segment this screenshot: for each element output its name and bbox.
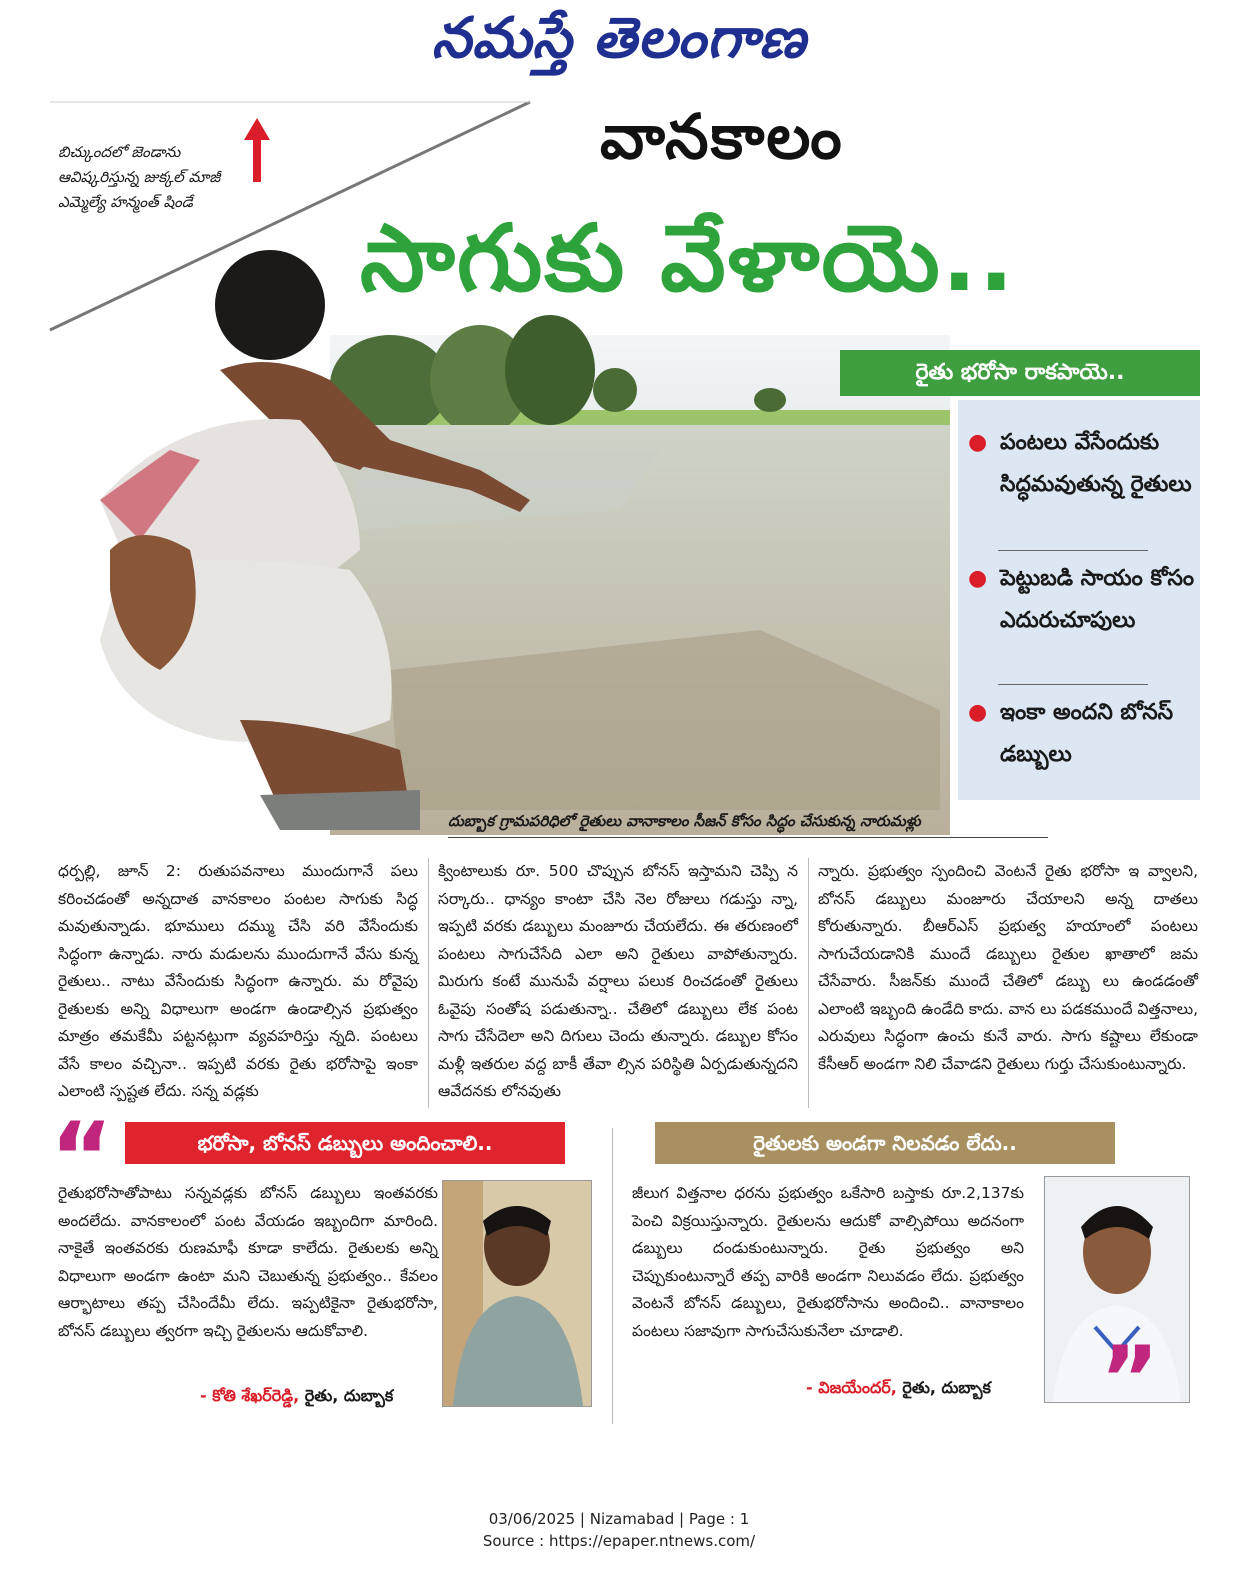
highlight-text: పంటలు వేసేందుకు సిద్ధమవుతున్న రైతులు [1000,430,1192,497]
article-column-2: క్వింటాలుకు రూ. 500 చొప్పున బోనస్ ఇస్తామని చెప్పి న సర్కారు.. ధాన్యం కాంటా చేసి నెల రోజులు గడుస్తు న్నా, ఇప్పటి వరకు డబ్బులు మంజూరు చేయలేదు. ఈ తరుణంలో పంటలు సాగుచేసేది ఎలా అని రైతులు వాపోతున్నారు. మిరుగు కంటే మునుపే వర్షాలు పలుక రించడంతో రైతులు ఓవైపు సంతోష పడుతున్నా.. చేతిలో డబ్బులు లేక పంట సాగు చేసేదెలా అని దిగులు చెందు తున్నారు. డబ్బుల కోసం మళ్లీ ఇతరుల వద్ద బాకీ తేవా ల్సిన పరిస్థితి ఏర్పడుతున్నదని ఆవేదనకు లోనవుతు [438,862,798,1100]
bullet-dot-icon: ● [968,430,988,455]
highlight-item [968,692,1196,776]
arrow-up-icon [242,118,272,182]
photo-caption: దుబ్బాక గ్రామపరిధిలో రైతులు వానాకాలం సీజన్ కోసం సిద్ధం చేసుకున్న నారుమళ్లు [448,812,1048,838]
highlight-item [968,558,1196,642]
quote1-heading: భరోసా, బోనస్ డబ్బులు అందించాలి.. [125,1122,565,1164]
quote1-byline [200,1386,393,1409]
farmer-portrait-1 [442,1180,592,1407]
bullet-dot-icon: ● [968,566,988,591]
highlights-box [958,400,1200,800]
quote2-byline-name: - విజయేందర్, [806,1378,897,1397]
column-divider [808,858,809,1108]
quote1-byline-role: రైతు, దుబ్బాక [299,1386,394,1405]
farmer-field-photo [60,250,950,835]
quote2-byline [806,1378,991,1401]
subhead-banner: రైతు భరోసా రాకపాయె.. [840,350,1200,396]
bullet-dot-icon: ● [968,700,988,725]
article-column-1: ధర్పల్లి, జూన్ 2: రుతుపవనాలు ముందుగానే పలు కరించడంతో అన్నదాత వానకాలం పంటల సాగుకు సిద్ధ మవుతున్నాడు. భూములు దమ్ము చేసి వరి వేసేందుకు సిద్ధంగా ఉన్నాడు. నారు మడులను ముందుగానే వేసు కున్న రైతులు.. నాటు వేసేందుకు సిద్ధంగా ఉన్నారు. మ రోవైపు రైతులకు అన్ని విధాలుగా అండగా ఉండాల్సిన ప్రభుత్వం మాత్రం తమకేమీ పట్టనట్లుగా వ్యవహరిస్తు న్నది. పంటలు వేసే కాలం వచ్చినా.. ఇప్పటి వరకు రైతు భరోసాపై ఇంకా ఎలాంటి స్పష్టత లేదు. సన్న వడ్లకు [58,862,418,1100]
highlight-text: ఇంకా అందని బోనస్ డబ్బులు [1000,700,1174,767]
quote2-byline-role: రైతు, దుబ్బాక [896,1378,991,1397]
headline-line-1: వానకాలం [600,100,844,173]
quote2-heading: రైతులకు అండగా నిలవడం లేదు.. [655,1122,1115,1164]
highlight-item [968,422,1196,506]
quote1-text: రైతుభరోసాతోపాటు సన్నవడ్లకు బోనస్ డబ్బులు ఇంతవరకు అందలేదు. వానకాలంలో పంట వేయడం ఇబ్బందిగా మారింది. నాకైతే ఇంతవరకు రుణమాఫీ కూడా కాలేదు. రైతులకు అన్ని విధాలుగా అండగా ఉంటా మని చెబుతున్న ప్రభుత్వం.. కేవలం ఆర్భాటాలు తప్ప చేసిందేమీ లేదు. ఇప్పటికైనా రైతుభరోసా, బోనస్ డబ్బులు త్వరగా ఇచ్చి రైతులను ఆదుకోవాలి. [58,1184,438,1340]
highlight-divider [998,684,1148,685]
newspaper-masthead: నమస్తే తెలంగాణ [431,6,807,71]
article-column-3: న్నారు. ప్రభుత్వం స్పందించి వెంటనే రైతు భరోసా ఇ వ్వాలని, బోనస్ డబ్బులు మంజూరు చేయాలని అన్న దాతలు కోరుతున్నారు. బీఆర్ఎస్ ప్రభుత్వ హయాంలో పంటలు సాగుచేయడానికి ముందే డబ్బులు రైతుల ఖాతాలో జమ చేసేవారు. సీజన్‌కు ముందే చేతిలో డబ్బు లు ఉండడంతో ఎలాంటి ఇబ్బంది ఉండేది కాదు. వాన లు పడకముందే విత్తనాలు, ఎరువులు సిద్ధంగా ఉంచు కునే వారు. సాగు కష్టాలు లేకుండా కేసీఆర్ అండగా నిలి చేవాడని రైతులు గుర్తు చేసుకుంటున్నారు. [818,862,1198,1073]
close-quote-icon: ” [1100,1327,1160,1432]
footer-date-edition: 03/06/2025 | Nizamabad | Page : 1 [488,1510,750,1528]
column-divider [428,858,429,1108]
quote1-byline-name: - కోతి శేఖర్‌రెడ్డి, [200,1386,300,1405]
open-quote-icon: “ [50,1102,114,1214]
quote-divider [612,1128,613,1424]
top-photo-caption: బిచ్కుందలో జెండాను ఆవిష్కరిస్తున్న జుక్కల్ మాజీ ఎమ్మెల్యే హన్మంత్ షిండే [58,143,221,211]
footer-source: Source : https://epaper.ntnews.com/ [482,1532,756,1550]
headline-line-2: సాగుకు వేళాయె.. [360,205,1016,312]
quote2-text: జీలుగ విత్తనాల ధరను ప్రభుత్వం ఒకేసారి బస్తాకు రూ.2,137కు పెంచి విక్రయిస్తున్నారు. రైతులను ఆదుకో వాల్సిపోయి అదనంగా డబ్బులు దండుకుంటున్నారు. రైతు ప్రభుత్వం అని చెప్పుకుంటున్నారే తప్ప వారికి అండగా నిలువడం లేదు. ప్రభుత్వం వెంటనే బోనస్ డబ్బులు, రైతుభరోసాను అందించి.. వానాకాలం పంటలు సజావుగా సాగుచేసుకునేలా చూడాలి. [632,1184,1024,1340]
highlight-text: పెట్టుబడి సాయం కోసం ఎదురుచూపులు [1000,566,1195,633]
highlight-divider [998,550,1148,551]
